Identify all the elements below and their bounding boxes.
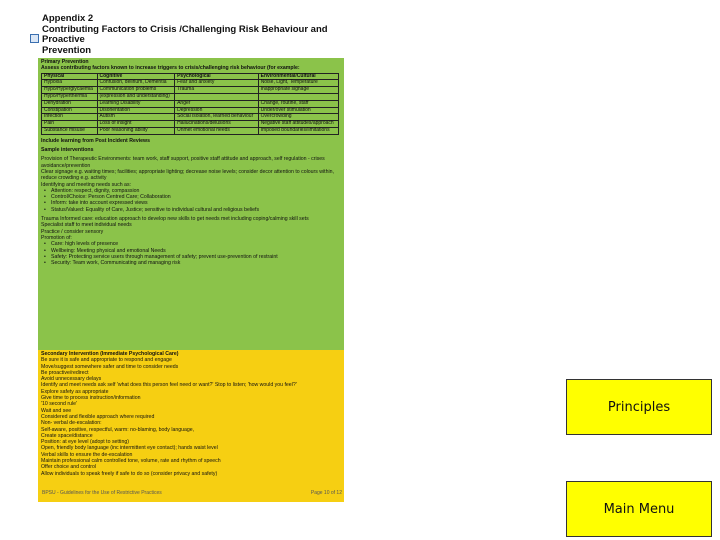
- table-cell: Hypo/Hyperthermia: [42, 93, 98, 100]
- secondary-line: Give time to process instruction/information: [41, 395, 141, 402]
- secondary-line: Identify and meet needs ask self 'what does this person feel need or want?' Stop to listen; 'how would you feel?': [41, 382, 297, 389]
- list-item: • Care: high levels of presence: [41, 241, 341, 247]
- principles-button[interactable]: Principles: [566, 379, 712, 435]
- secondary-line: Offer choice and control: [41, 464, 96, 471]
- list-item: • Status/Valued: Equality of Care, Justice; sensitive to individual cultural and religious beliefs: [41, 207, 341, 213]
- table-row: [42, 127, 339, 134]
- secondary-line: Maintain professional calm controlled tone, volume, rate and rhythm of speech: [41, 458, 221, 465]
- list-item: • Inform: take into account expressed views: [41, 200, 341, 206]
- para-trauma: Trauma Informed care: education approach to develop new skills to get needs met including coping/calming skill sets: [41, 216, 309, 223]
- title-line-3: Prevention: [42, 44, 92, 56]
- primary-heading: Primary Prevention: [41, 59, 89, 65]
- table-cell: Overcrowding: [258, 114, 338, 121]
- table-cell: Depression: [175, 107, 259, 114]
- title-line-1: Appendix 2: [42, 13, 94, 24]
- title-line-2: Contributing Factors to Crisis /Challenging Risk Behaviour and Proactive: [42, 23, 328, 45]
- secondary-intervention-section: [38, 350, 344, 502]
- document-icon: [30, 34, 39, 43]
- needs-list: [41, 188, 341, 213]
- table-cell: Loss of insight: [97, 121, 175, 128]
- table-cell: Change, routine, staff: [258, 100, 338, 107]
- example-heading: Sample interventions: [41, 147, 94, 154]
- para-specialist: Specialist staff to meet individual needs: [41, 222, 132, 229]
- secondary-line: Position: at eye level (adopt to setting): [41, 439, 129, 446]
- table-cell: Disorientation: [97, 107, 175, 114]
- table-cell: Physical: [42, 73, 98, 80]
- list-item: • Safety: Protecting service users through management of safety; prevent use-prevention of restraint: [41, 254, 341, 260]
- secondary-line: Be sure it is safe and appropriate to respond and engage: [41, 357, 172, 364]
- table-cell: Dehydration: [42, 100, 98, 107]
- secondary-line: Considered and flexible approach where required: [41, 413, 155, 420]
- table-cell: Psychological: [175, 73, 259, 80]
- table-cell: Environmental/Cultural: [258, 73, 338, 80]
- secondary-line: Open, friendly body language (inc intermittent eye contact); hands waist level: [41, 445, 218, 452]
- table-cell: Anger: [175, 100, 259, 107]
- table-cell: Imposed boundaries/limitations: [258, 127, 338, 134]
- promotion-heading: Promotion of:: [41, 234, 72, 241]
- secondary-heading: Secondary Intervention (Immediate Psychological Care): [41, 351, 179, 357]
- list-item: • Control/Choice: Person Centred Care; Collaboration: [41, 194, 341, 200]
- table-cell: Substance misuse: [42, 127, 98, 134]
- table-cell: Hypo/Hyperglycaemia: [42, 87, 98, 94]
- table-cell: Hypoxia: [42, 80, 98, 87]
- para-signage: Clear signage e.g. waiting times; facilities; appropriate lighting; decrease noise levels; consider decor attention to colours within, reduce crowding e.g. activity: [41, 168, 334, 182]
- secondary-line: Be proactive/redirect: [41, 369, 89, 376]
- secondary-line: Avoid unnecessary delays: [41, 376, 102, 383]
- table-cell: Inappropriate signage: [258, 87, 338, 94]
- table-cell: Cognitive: [97, 73, 175, 80]
- table-cell: Communication problems: [97, 87, 175, 94]
- para-practice: Practice / consider sensory: [41, 228, 104, 235]
- table-cell: Trauma: [175, 87, 259, 94]
- primary-prevention-section: [38, 58, 344, 350]
- page-number: Page 10 of 12: [310, 490, 342, 496]
- secondary-line: Move/suggest somewhere safer and time to consider needs: [41, 363, 179, 370]
- table-cell: Noise, Light, Temperature: [258, 80, 338, 87]
- list-item: • Attention: respect, dignity, compassion: [41, 188, 341, 194]
- document-footer: BPSU - Guidelines for the Use of Restrictive Practices: [42, 490, 162, 496]
- factors-table: [41, 73, 339, 135]
- table-cell: Learning Disability: [97, 100, 175, 107]
- main-menu-button[interactable]: Main Menu: [566, 481, 712, 537]
- secondary-lines: [41, 357, 341, 477]
- secondary-line: Create space/distance: [41, 432, 93, 439]
- table-cell: Under/over stimulation: [258, 107, 338, 114]
- table-cell: Negative staff attitudes/approach: [258, 121, 338, 128]
- list-item: • Wellbeing: Meeting physical and emotional Needs: [41, 248, 341, 254]
- table-cell: Constipation: [42, 107, 98, 114]
- table-cell: (expression and understanding): [97, 93, 175, 100]
- table-cell: Poor reasoning ability: [97, 127, 175, 134]
- secondary-line: Non- verbal de-escalation:: [41, 420, 102, 427]
- secondary-line: Self-aware, positive, respectful, warm: no-blaming, body language,: [41, 426, 195, 433]
- table-cell: Fear and anxiety: [175, 80, 259, 87]
- para-environments: Provision of Therapeutic Environments: team work, staff support, positive staff attitude and approach, self regulation - crises avoidance/prevention: [41, 156, 325, 169]
- primary-subheading: Assess contributing factors known to increase triggers to crisis/challenging risk behaviour (for example:: [41, 65, 300, 72]
- table-cell: Confusion, delirium, Dementia: [97, 80, 175, 87]
- secondary-line: '10 second rule': [41, 401, 78, 408]
- list-item: • Security: Team work, Communicating and managing risk: [41, 260, 341, 266]
- document-title: [42, 14, 342, 56]
- table-cell: Infection: [42, 114, 98, 121]
- table-cell: Social isolation, learned behaviour: [175, 114, 259, 121]
- secondary-line: Verbal skills to ensure the de-escalation: [41, 451, 133, 458]
- table-cell: Autism: [97, 114, 175, 121]
- secondary-line: Allow individuals to speak freely if safe to do so (consider privacy and safety): [41, 470, 218, 477]
- table-cell: Pain: [42, 121, 98, 128]
- include-learning: Include learning from Post Incident Reviews: [41, 137, 150, 144]
- identifying-needs: Identifying and meeting needs such as:: [41, 181, 131, 188]
- secondary-line: Wait and see: [41, 407, 72, 414]
- promotion-list: [41, 241, 341, 266]
- document-page: [30, 14, 348, 504]
- table-cell: Hallucinations/delusions: [175, 121, 259, 128]
- secondary-line: Explore safety as appropriate: [41, 388, 109, 395]
- table-cell: Unmet emotional needs: [175, 127, 259, 134]
